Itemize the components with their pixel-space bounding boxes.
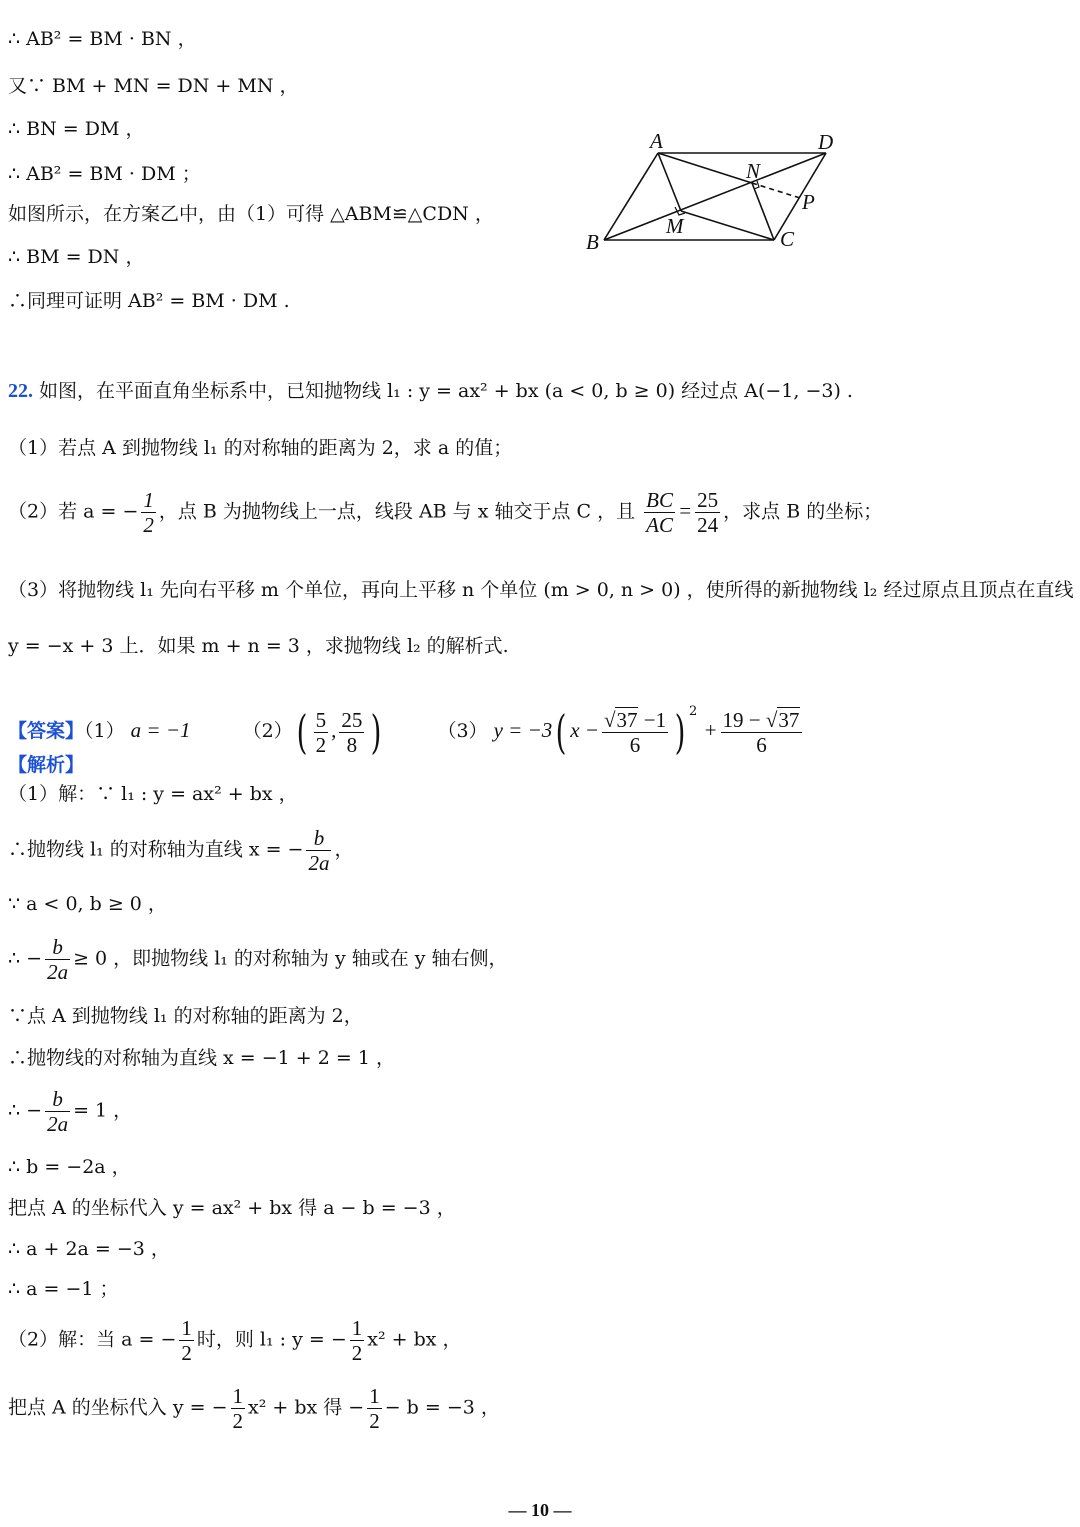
analysis-step-10: ∴ a + 2a = −3 ， [8, 1238, 170, 1260]
analysis-step-9: 把点 A 的坐标代入 y = ax² + bx 得 a − b = −3 ， [8, 1197, 456, 1219]
analysis-step-7: ∴ − $\frac{b}{2a}$ = 1 ， [8, 1087, 133, 1136]
proof-line-2: 又∵ BM + MN = DN + MN ， [8, 75, 299, 97]
label-d: D [818, 130, 834, 154]
part-2-middle: ，点 B 为抛物线上一点，线段 AB 与 x 轴交于点 C ，且 [158, 500, 636, 523]
analysis-step-3: ∵ a < 0, b ≥ 0 ， [8, 893, 167, 915]
edge-ba [604, 153, 658, 240]
analysis-step-2: ∴抛物线 l₁ 的对称轴为直线 x = − $\frac{b}{2a}$ ， [8, 826, 354, 875]
proof-line-6: ∴ BM = DN ， [8, 246, 145, 268]
label-c: C [780, 227, 795, 251]
part-2-suffix: ，求点 B 的坐标； [723, 500, 883, 523]
proof-line-4: ∴ AB² = BM · DM ； [8, 163, 201, 185]
segment-an [658, 153, 752, 183]
answer-1-label: （1） [84, 720, 125, 742]
proof-line-7: ∴同理可证明 AB² = BM · DM . [8, 290, 290, 312]
proof-line-3: ∴ BN = DM ， [8, 118, 145, 140]
question-22-stem [8, 378, 853, 404]
label-n: N [746, 159, 761, 183]
question-part-3-line-2: y = −x + 3 上．如果 m + n = 3 ，求抛物线 l₂ 的解析式. [8, 635, 509, 657]
question-part-1: （1）若点 A 到抛物线 l₁ 的对称轴的距离为 2，求 a 的值； [8, 437, 513, 459]
answer-1-value: a = −1 [130, 718, 191, 742]
fraction-25-24: $\frac{25}{24}$ [697, 488, 719, 537]
analysis-step-6: ∴抛物线的对称轴为直线 x = −1 + 2 = 1 ， [8, 1047, 395, 1069]
label-a: A [650, 129, 663, 153]
analysis-step-8: ∴ b = −2a ， [8, 1156, 131, 1178]
parallelogram-figure [578, 128, 858, 258]
analysis-step-5: ∵点 A 到抛物线 l₁ 的对称轴的距离为 2， [8, 1005, 363, 1027]
part-2-prefix: （2）若 a = − [8, 500, 139, 523]
label-p: P [802, 190, 815, 214]
fraction-bc-ac: $\frac{BC}{AC}$ [646, 488, 673, 537]
segment-np-dashed [752, 183, 800, 198]
answer-3-label: （3） [437, 720, 488, 742]
label-m: M [666, 214, 684, 238]
analysis-step-12: （2）解：当 a = − $\frac{1}{2}$ 时，则 l₁ : y = − $\frac{1}{2}$ x² + bx ， [8, 1316, 462, 1365]
analysis-label: 【解析】 [8, 754, 85, 776]
segment-mc [681, 211, 774, 240]
answer-line: 【答案】（1） a = −1 （2）( $\frac{5}{2}$ , $\frac{25}{8}$ ) （3） y = −3( x − $\frac{√37 -1}{6}$ ) $^2$ + $\frac{19 - √37}{6}$ [8, 687, 805, 757]
question-part-3-line-1: （3）将抛物线 l₁ 先向右平移 m 个单位，再向上平移 n 个单位 (m > 0, n > 0) ，使所得的新抛物线 l₂ 经过原点且顶点在直线 [8, 579, 1074, 601]
analysis-step-11: ∴ a = −1 ； [8, 1278, 119, 1300]
segment-am [658, 153, 681, 211]
analysis-step-13: 把点 A 的坐标代入 y = − $\frac{1}{2}$ x² + bx 得 − $\frac{1}{2}$ − b = −3 ， [8, 1384, 500, 1433]
proof-line-5: 如图所示，在方案乙中，由（1）可得 △ABM≌△CDN ， [8, 203, 494, 225]
question-stem-text: 如图，在平面直角坐标系中，已知抛物线 l₁ : y = ax² + bx (a < 0, b ≥ 0) 经过点 A(−1, −3) . [39, 380, 853, 402]
proof-line-1: ∴ AB² = BM · BN ， [8, 28, 197, 50]
answer-label: 【答案】 [8, 720, 85, 742]
question-number: 22. [8, 380, 33, 402]
analysis-step-1: （1）解：∵ l₁ : y = ax² + bx ， [8, 783, 298, 805]
analysis-step-4: ∴ − $\frac{b}{2a}$ ≥ 0 ，即抛物线 l₁ 的对称轴为 y 轴或在 y 轴右侧， [8, 935, 508, 984]
fraction-one-half: $\frac{1}{2}$ [143, 488, 154, 537]
question-part-2: （2）若 a = − $\frac{1}{2}$ ，点 B 为抛物线上一点，线段 AB 与 x 轴交于点 C ，且 $\frac{BC}{AC}$ = $\frac{25}{24}$ ，求点 B 的坐标； [8, 488, 883, 537]
label-b: B [586, 230, 599, 254]
segment-nc [752, 183, 774, 240]
page-number: — 10 — [508, 1500, 572, 1520]
answer-2-label: （2） [242, 720, 293, 742]
